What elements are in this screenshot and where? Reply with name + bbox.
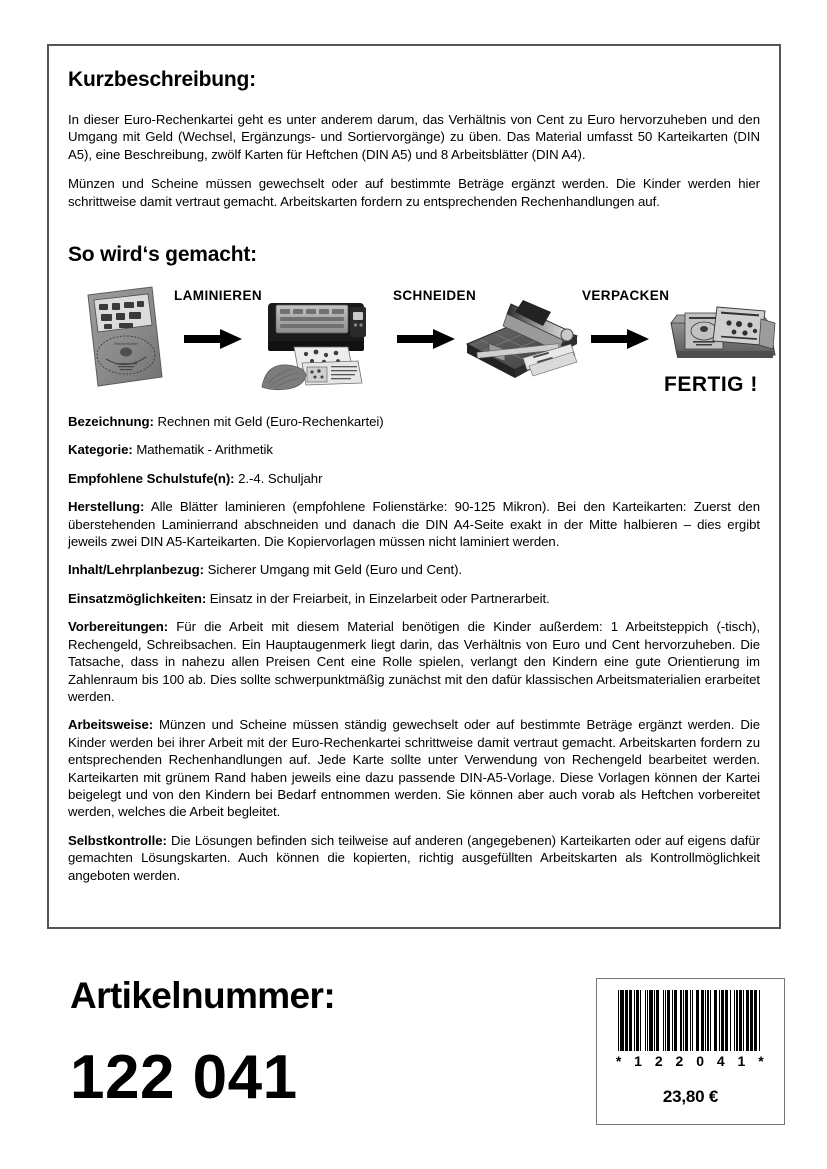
spec-value-selbstkontrolle: Die Lösungen befinden sich teilweise auf anderen (angegebenen) Karteikarten oder auf eigens dafür gemachten Lösungskarten. Auch können die kopierten, richtig ausgefüllten Arbeitskarten als Kontrollmöglichkeit angeboten werden. bbox=[68, 832, 760, 883]
spec-label-schulstufe: Empfohlene Schulstufe(n): bbox=[68, 470, 235, 486]
spec-inhalt-lehrplanbezug bbox=[68, 561, 760, 578]
spec-label-selbstkontrolle: Selbstkontrolle: bbox=[68, 832, 167, 848]
flow-label-verpacken: VERPACKEN bbox=[582, 288, 670, 304]
spec-value-herstellung: Alle Blätter laminieren (empfohlene Folienstärke: 90-125 Mikron). Bei den Karteikarten: Zuerst den überstehenden Laminierrand abschneiden und danach die DIN A4-Seite exakt in der Mitte halbieren – dies ergibt jeweils zwei DIN A5-Karteikarten. Die Kopiervorlagen müssen nicht laminiert werden. bbox=[68, 499, 760, 550]
spec-label-arbeitsweise: Arbeitsweise: bbox=[68, 717, 154, 733]
arrow-right-icon-1 bbox=[184, 328, 242, 350]
process-flow-diagram bbox=[68, 281, 760, 403]
short-description-paragraph-1: In dieser Euro-Rechenkartei geht es unter anderem darum, das Verhältnis von Cent zu Euro hervorzuheben und den Umgang mit Geld (Wechsel, Ergänzungs- und Sortiervorgänge) zu üben. Das Material umfasst 50 Karteikarten (DIN A5), eine Beschreibung, zwölf Karten für Heftchen (DIN A5) und 8 Arbeitsblätter (DIN A4). bbox=[68, 112, 760, 162]
spec-einsatzmoeglichkeiten bbox=[68, 590, 760, 607]
spec-kategorie bbox=[68, 441, 760, 458]
flow-label-laminieren: LAMINIEREN bbox=[174, 288, 262, 304]
arrow-right-icon-2 bbox=[397, 328, 455, 350]
how-to-heading: So wird‘s gemacht: bbox=[68, 243, 257, 267]
spec-value-einsatzmoeglichkeiten: Einsatz in der Freiarbeit, in Einzelarbeit oder Partnerarbeit. bbox=[206, 590, 550, 606]
document-content bbox=[49, 46, 779, 884]
short-description-paragraph-2: Münzen und Scheine müssen gewechselt oder auf bestimmte Beträge ergänzt werden. Die Kinder werden hier schrittweise damit vertraut gemacht. Arbeitskarten fordern zu entsprechenden Rechenhandlungen auf. bbox=[68, 176, 760, 209]
svg-text:Rechenkartei: Rechenkartei bbox=[114, 341, 138, 347]
article-number-value: 122 041 bbox=[70, 1043, 298, 1112]
short-description-heading: Kurzbeschreibung: bbox=[68, 68, 256, 91]
specification-list bbox=[68, 413, 760, 884]
spec-herstellung bbox=[68, 498, 760, 550]
folder-booklet-photo bbox=[74, 285, 170, 389]
paper-cutter-photo bbox=[463, 296, 581, 388]
document-frame bbox=[47, 44, 781, 929]
article-number-block bbox=[70, 975, 335, 1113]
spec-arbeitsweise bbox=[68, 716, 760, 820]
spec-schulstufe bbox=[68, 470, 760, 487]
spec-value-arbeitsweise: Münzen und Scheine müssen ständig gewechselt oder auf bestimmte Beträge ergänzt werden. Die Kinder werden bei ihrer Arbeit mit der Euro-Rechenkartei schrittweise damit vertraut gemacht. Arbeitskarten fordern zu entsprechenden Rechenhandlungen auf. Jede Karte sollte unter Verwendung von Rechengeld bearbeitet werden. Karteikarten mit grünem Rand haben jeweils eine dazu passende DIN-A5-Vorlage. Diese Vorlagen können der Kartei beigelegt und von den Kindern bei Bedarf entnommen werden. Sie können aber auch vorab als Heftchen vorbereitet werden, welches die Arbeit begleitet. bbox=[68, 717, 760, 820]
spec-label-herstellung: Herstellung: bbox=[68, 499, 145, 515]
arrow-right-icon-3 bbox=[591, 328, 649, 350]
spec-value-bezeichnung: Rechnen mit Geld (Euro-Rechenkartei) bbox=[153, 414, 384, 430]
spec-selbstkontrolle bbox=[68, 832, 760, 884]
flow-label-schneiden: SCHNEIDEN bbox=[393, 288, 477, 304]
spec-value-vorbereitungen: Für die Arbeit mit diesem Material benötigen die Kinder außerdem: 1 Arbeitsteppich (-tisch), Rechengeld, Schreibsachen. Ein Hauptaugenmerk liegt darin, das Verhältnis von Euro und Cent hervorzuheben. Die Tatsache, dass in nahezu allen Preisen Cent eine Rolle spielen, verlangt den Kindern eine gute Orientierung im Zahlenraum bis 100 ab. Dies sollte schwerpunktmäßig zunächst mit den dafür klassischen Arbeitsmaterialien erarbeitet werden. bbox=[68, 619, 760, 704]
spec-value-inhalt-lehrplanbezug: Sicherer Umgang mit Geld (Euro und Cent). bbox=[203, 562, 463, 578]
laminator-machine-photo bbox=[254, 291, 378, 391]
price-label: 23,80 € bbox=[662, 1087, 719, 1106]
packaged-box-photo bbox=[665, 293, 781, 375]
spec-label-kategorie: Kategorie: bbox=[68, 442, 133, 458]
spec-label-bezeichnung: Bezeichnung: bbox=[68, 414, 154, 430]
barcode-bars bbox=[618, 990, 766, 1051]
spec-value-schulstufe: 2.-4. Schuljahr bbox=[234, 470, 323, 486]
spec-label-einsatzmoeglichkeiten: Einsatzmöglichkeiten: bbox=[68, 590, 207, 606]
spec-label-vorbereitungen: Vorbereitungen: bbox=[68, 619, 169, 635]
barcode-box bbox=[596, 978, 785, 1125]
barcode-digits: * 1 2 2 0 4 1 * bbox=[615, 1053, 769, 1069]
spec-value-kategorie: Mathematik - Arithmetik bbox=[132, 442, 273, 458]
fertig-label: FERTIG ! bbox=[664, 373, 758, 397]
spec-bezeichnung bbox=[68, 413, 760, 430]
spec-vorbereitungen bbox=[68, 618, 760, 705]
article-number-title: Artikelnummer: bbox=[70, 975, 336, 1016]
spec-label-inhalt-lehrplanbezug: Inhalt/Lehrplanbezug: bbox=[68, 562, 204, 578]
